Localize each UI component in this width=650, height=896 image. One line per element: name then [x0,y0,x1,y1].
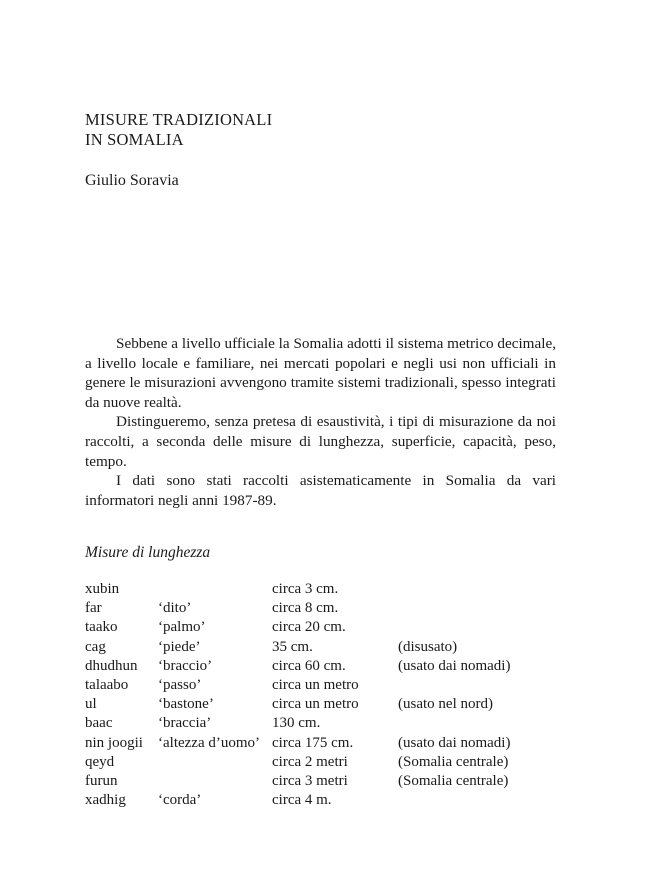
measure-term: taako [85,619,118,636]
table-row [85,734,528,753]
measure-term: xubin [85,581,120,597]
measure-note [398,791,528,810]
article-title [85,110,272,150]
table-row [85,714,528,733]
measure-value: circa un metro [272,677,359,694]
measure-value: circa 60 cm. [272,657,346,674]
measure-term: ul [85,696,97,713]
measure-note [398,676,528,695]
title-line-2: IN SOMALIA [85,130,184,149]
measure-value: circa un metro [272,696,359,713]
measure-value: 35 cm. [272,638,313,655]
measure-term: xadhig [85,792,126,809]
table-row [85,772,528,791]
measure-note [398,580,528,599]
measure-gloss: ‘corda’ [158,792,202,809]
section-heading: Misure di lunghezza [85,544,211,561]
measure-gloss [158,580,272,599]
table-row [85,638,528,657]
measure-gloss: ‘dito’ [158,600,192,617]
table-row [85,695,528,714]
measure-value: circa 4 m. [272,792,332,809]
measure-gloss: ‘piede’ [158,638,201,655]
measures-table [85,580,528,810]
measure-gloss: ‘braccio’ [158,657,213,674]
paragraph: I dati sono stati raccolti asistematicamente in Somalia da vari informatori negli anni 1987-89. [85,472,556,509]
title-line-1: MISURE TRADIZIONALI [85,110,273,129]
measure-gloss: ‘braccia’ [158,715,212,732]
table-row [85,657,528,676]
author-name: Giulio Soravia [85,172,179,189]
table-row [85,618,528,637]
table-row [85,676,528,695]
intro-text [85,334,556,510]
measure-term: talaabo [85,677,129,694]
measure-value: circa 3 metri [272,773,348,790]
measure-gloss: ‘bastone’ [158,696,214,713]
measure-gloss [158,753,272,772]
measure-value: 130 cm. [272,715,321,732]
measure-value: circa 175 cm. [272,734,354,751]
measure-gloss: ‘passo’ [158,677,202,694]
measure-term: furun [85,773,118,790]
measure-note: (usato nel nord) [398,696,493,713]
measure-note [398,618,528,637]
measure-note [398,599,528,618]
table-row [85,580,528,599]
measure-note: (usato dai nomadi) [398,657,511,674]
table-row [85,753,528,772]
paragraph: Sebbene a livello ufficiale la Somalia adotti il sistema metrico decimale, a livello locale e familiare, nei mercati popolari e negli usi non ufficiali in genere le misurazioni avvengono tramite sistemi tradizionali, spesso integrati da nuove realtà. [85,335,556,411]
measure-term: cag [85,638,106,655]
measure-note: (disusato) [398,638,458,655]
measure-term: qeyd [85,753,115,770]
paragraph: Distingueremo, senza pretesa di esaustività, i tipi di misurazione da noi raccolti, a seconda delle misure di lunghezza, superficie, capacità, peso, tempo. [85,413,556,470]
measure-note [398,714,528,733]
measure-value: circa 2 metri [272,753,348,770]
table-row [85,791,528,810]
measure-value: circa 3 cm. [272,581,339,597]
table-row [85,599,528,618]
measure-gloss: ‘altezza d’uomo’ [158,734,261,751]
measure-value: circa 8 cm. [272,600,339,617]
measure-value: circa 20 cm. [272,619,346,636]
measure-note: (Somalia centrale) [398,773,509,790]
measure-gloss [158,772,272,791]
measure-term: dhudhun [85,657,138,674]
measure-term: baac [85,715,113,732]
measure-term: far [85,600,102,617]
measure-term: nin joogii [85,734,143,751]
measure-note: (Somalia centrale) [398,753,509,770]
measures-table-body [85,580,528,810]
measure-note: (usato dai nomadi) [398,734,511,751]
measure-gloss: ‘palmo’ [158,619,206,636]
